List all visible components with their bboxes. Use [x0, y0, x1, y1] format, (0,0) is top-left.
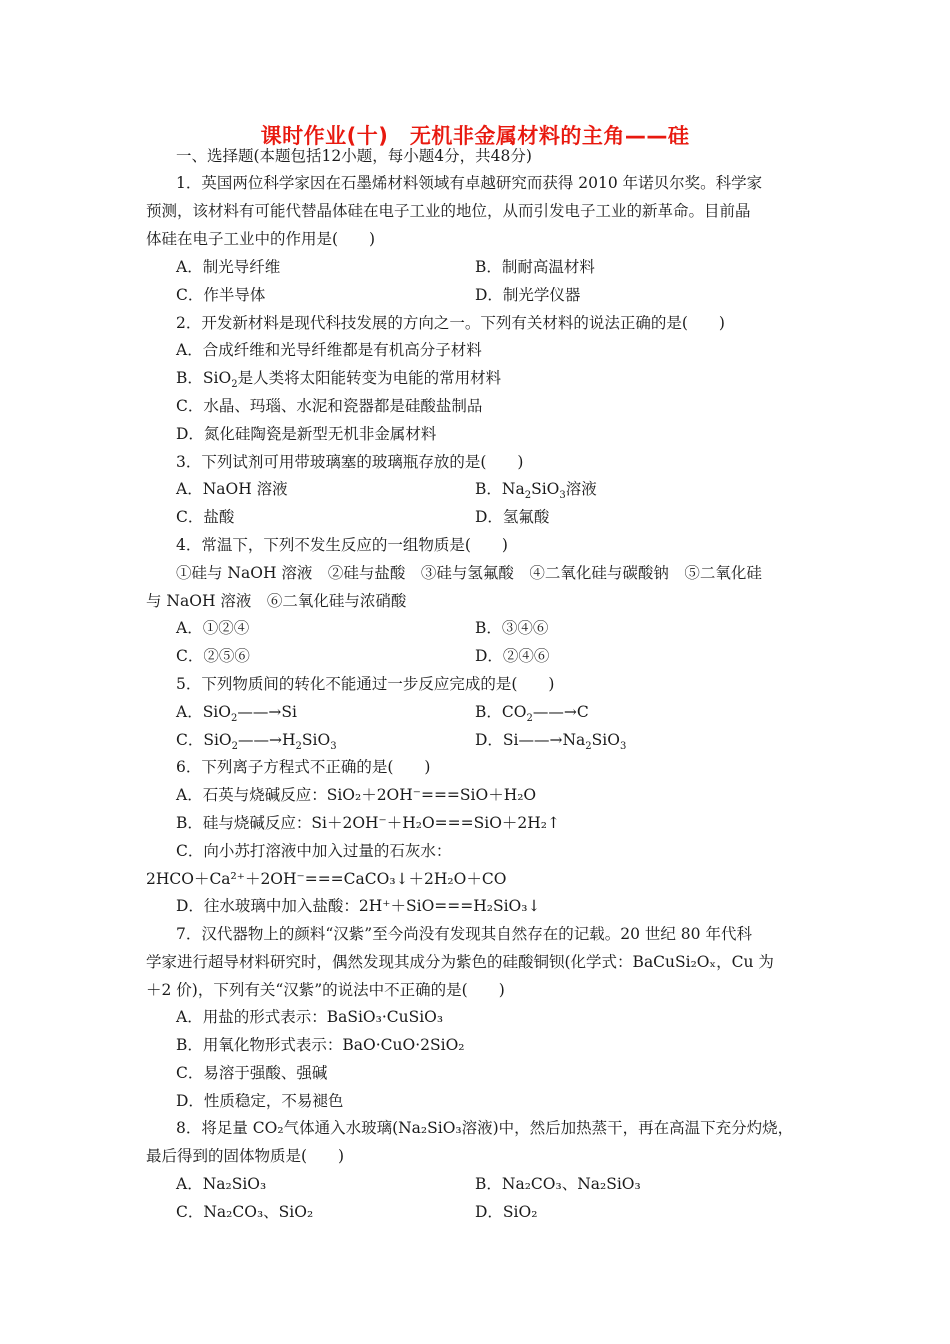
question-1-stem-line2: 预测，该材料有可能代替晶体硅在电子工业的地位，从而引发电子工业的新革命。目前晶 — [146, 202, 751, 220]
q8-option-b: B．Na₂CO₃、Na₂SiO₃ — [475, 1175, 641, 1193]
q4-option-b: B．③④⑥ — [475, 619, 549, 637]
q1-option-d: D．制光学仪器 — [475, 286, 581, 304]
q4-items-line2: 与 NaOH 溶液 ⑥二氧化硅与浓硝酸 — [146, 592, 407, 610]
question-5-stem: 5．下列物质间的转化不能通过一步反应完成的是( ) — [176, 675, 555, 693]
q5-option-d: D．$Si——\to Na_2SiO_3$ — [475, 731, 627, 753]
q6-option-a: A．石英与烧碱反应：SiO₂＋2OH⁻===SiO＋H₂O — [176, 786, 537, 804]
q2-option-c: C．水晶、玛瑙、水泥和瓷器都是硅酸盐制品 — [176, 397, 483, 415]
q4-option-a: A．①②④ — [176, 619, 250, 637]
question-7-stem-line2: 学家进行超导材料研究时，偶然发现其成分为紫色的硅酸铜钡(化学式：BaCuSi₂Oₓ，Cu 为 — [146, 953, 774, 971]
q6-option-c: C．向小苏打溶液中加入过量的石灰水： — [176, 842, 452, 860]
q8-option-d: D．SiO₂ — [475, 1203, 538, 1221]
q3-option-a: A．NaOH 溶液 — [176, 480, 288, 498]
q5-option-b: B．$CO_2——\to C$ — [475, 703, 589, 725]
q7-option-a: A．用盐的形式表示：BaSiO₃·CuSiO₃ — [176, 1008, 444, 1026]
q8-option-c: C．Na₂CO₃、SiO₂ — [176, 1203, 314, 1221]
q4-items-line1: ①硅与 NaOH 溶液 ②硅与盐酸 ③硅与氢氟酸 ④二氧化硅与碳酸钠 ⑤二氧化硅 — [176, 564, 762, 582]
q2-option-d: D．氮化硅陶瓷是新型无机非金属材料 — [176, 425, 437, 443]
q7-option-d: D．性质稳定，不易褪色 — [176, 1092, 344, 1110]
q8-option-a: A．Na₂SiO₃ — [176, 1175, 267, 1193]
q1-option-a: A．制光导纤维 — [176, 258, 281, 276]
question-6-stem: 6．下列离子方程式不正确的是( ) — [176, 758, 431, 776]
question-7-stem: 7．汉代器物上的颜料“汉紫”至今尚没有发现其自然存在的记载。20 世纪 80 年代科 — [176, 925, 752, 943]
q6-option-d: D．往水玻璃中加入盐酸：2H⁺＋SiO===H₂SiO₃↓ — [176, 897, 541, 915]
page-title: 课时作业(十) 无机非金属材料的主角——硅 — [260, 124, 690, 148]
q6-option-c-equation: 2HCO＋Ca²⁺＋2OH⁻===CaCO₃↓＋2H₂O＋CO — [146, 870, 507, 888]
q2-option-a: A．合成纤维和光导纤维都是有机高分子材料 — [176, 341, 482, 359]
q7-option-c: C．易溶于强酸、强碱 — [176, 1064, 328, 1082]
question-4-stem: 4．常温下，下列不发生反应的一组物质是( ) — [176, 536, 508, 554]
q5-option-a: A．SiO$_2$——→Si — [176, 703, 297, 725]
section-heading: 一、选择题(本题包括12小题，每小题4分，共48分) — [176, 147, 532, 165]
q1-option-b: B．制耐高温材料 — [475, 258, 595, 276]
q3-option-c: C．盐酸 — [176, 508, 235, 526]
q4-option-c: C．②⑤⑥ — [176, 647, 250, 665]
question-3-stem: 3．下列试剂可用带玻璃塞的玻璃瓶存放的是( ) — [176, 453, 524, 471]
question-7-stem-line3: ＋2 价)，下列有关“汉紫”的说法中不正确的是( ) — [146, 981, 505, 999]
question-8-stem: 8．将足量 CO₂气体通入水玻璃(Na₂SiO₃溶液)中，然后加热蒸干，再在高温下充分灼烧， — [176, 1119, 794, 1137]
q1-option-c: C．作半导体 — [176, 286, 266, 304]
q5-option-c: C．$SiO_2——\to H_2SiO_3$ — [176, 731, 337, 753]
q3-option-b: B．$Na_2SiO_3$溶液 — [475, 480, 597, 502]
q4-option-d: D．②④⑥ — [475, 647, 550, 665]
question-8-stem-line2: 最后得到的固体物质是( ) — [146, 1147, 345, 1165]
question-2-stem: 2．开发新材料是现代科技发展的方向之一。下列有关材料的说法正确的是( ) — [176, 314, 725, 332]
q3-option-d: D．氢氟酸 — [475, 508, 550, 526]
q7-option-b: B．用氧化物形式表示：BaO·CuO·2SiO₂ — [176, 1036, 465, 1054]
question-1-stem-line3: 体硅在电子工业中的作用是( ) — [146, 230, 376, 248]
q6-option-b: B．硅与烧碱反应：Si＋2OH⁻＋H₂O===SiO＋2H₂↑ — [176, 814, 560, 832]
question-1-stem: 1．英国两位科学家因在石墨烯材料领域有卓越研究而获得 2010 年诺贝尔奖。科学家 — [176, 174, 763, 192]
q2-option-b: B．SiO$_2$是人类将太阳能转变为电能的常用材料 — [176, 369, 502, 391]
